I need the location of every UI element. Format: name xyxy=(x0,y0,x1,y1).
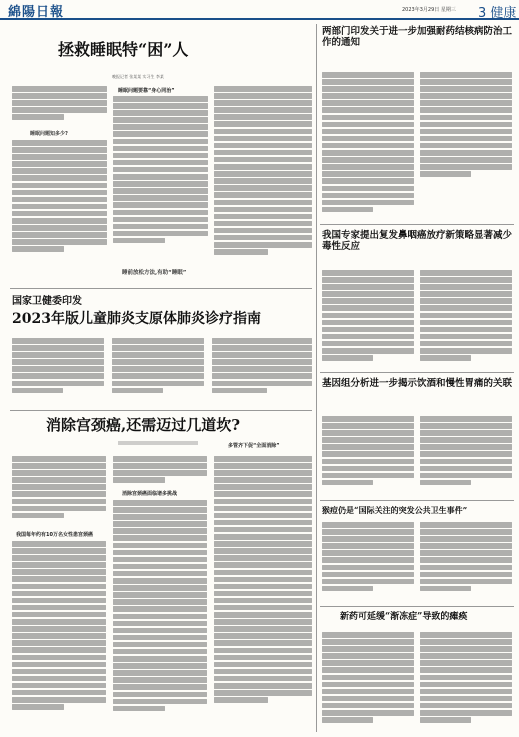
npc-headline: 我国专家提出复发鼻咽癌放疗新策略显著减少毒性反应 xyxy=(322,230,513,253)
divider-sleep-bottom xyxy=(10,288,312,289)
mpox-body-col1 xyxy=(322,522,414,602)
cervical-subhead-2: 我国每年约有10万名女性患宫颈癌 xyxy=(16,532,93,538)
divider-npc-bottom xyxy=(320,372,514,373)
drug-headline: 新药可延缓“渐冻症”导致的瘫痪 xyxy=(340,612,468,622)
mpox-headline: 猴痘仍是“国际关注的突发公共卫生事件” xyxy=(322,505,468,515)
divider-pneumonia-bottom xyxy=(10,410,312,411)
cervical-byline xyxy=(118,441,198,445)
divider-gene-bottom xyxy=(320,500,514,501)
sleep-box-note: 睡前放松方法,有助“睡眠” xyxy=(122,270,187,276)
newspaper-logo: 綿陽日報 xyxy=(8,5,65,20)
drug-body-col2 xyxy=(420,632,512,731)
mpox-body-col2 xyxy=(420,522,512,602)
column-divider xyxy=(316,24,317,732)
pneumonia-body-col1 xyxy=(12,338,104,404)
tb-headline: 两部门印发关于进一步加强耐药结核病防治工作的通知 xyxy=(322,26,513,49)
cervical-subhead-1: 消除宫颈癌面临诸多挑战 xyxy=(122,491,178,497)
sleep-headline: 拯救睡眠特“困”人 xyxy=(58,40,189,59)
cervical-body-col2a xyxy=(113,456,207,486)
issue-date: 2023年3月29日 星期三 xyxy=(402,7,456,13)
cervical-subhead-3: 多管齐下促“全面消除” xyxy=(228,443,280,449)
gene-headline: 基因组分析进一步揭示饮酒和慢性胃痛的关联 xyxy=(322,378,513,389)
pneumonia-headline-1: 国家卫健委印发 xyxy=(12,296,82,307)
gene-body-col2 xyxy=(420,416,512,496)
cervical-body-col3 xyxy=(214,456,312,731)
page-section: 3 健康 xyxy=(478,6,517,21)
cervical-body-col1b xyxy=(12,541,106,731)
pneumonia-body-col3 xyxy=(212,338,312,404)
cervical-body-col1a xyxy=(12,456,106,528)
drug-body-col1 xyxy=(322,632,414,731)
pneumonia-body-col2 xyxy=(112,338,204,404)
sleep-body-col1 xyxy=(12,86,107,126)
masthead xyxy=(0,0,519,20)
sleep-subhead-2: 睡眠问题要靠“身心同治” xyxy=(118,88,175,94)
sleep-body-col2 xyxy=(113,96,208,266)
sleep-byline: 晚报记者 张某某 实习生 李某 xyxy=(112,74,164,79)
sleep-subhead-1: 睡眠问题知多少? xyxy=(30,131,68,137)
sleep-body-col1b xyxy=(12,140,107,266)
cervical-body-col2b xyxy=(113,500,207,731)
npc-body-col1 xyxy=(322,270,414,366)
sleep-body-col3 xyxy=(214,86,312,278)
tb-body-col2 xyxy=(420,72,512,182)
tb-body-col1 xyxy=(322,72,414,220)
pneumonia-headline-2: 2023年版儿童肺炎支原体肺炎诊疗指南 xyxy=(12,311,261,327)
divider-mpox-bottom xyxy=(320,606,514,607)
npc-body-col2 xyxy=(420,270,512,366)
gene-body-col1 xyxy=(322,416,414,496)
cervical-headline: 消除宫颈癌,还需迈过几道坎? xyxy=(46,416,241,434)
divider-tb-bottom xyxy=(320,224,514,225)
